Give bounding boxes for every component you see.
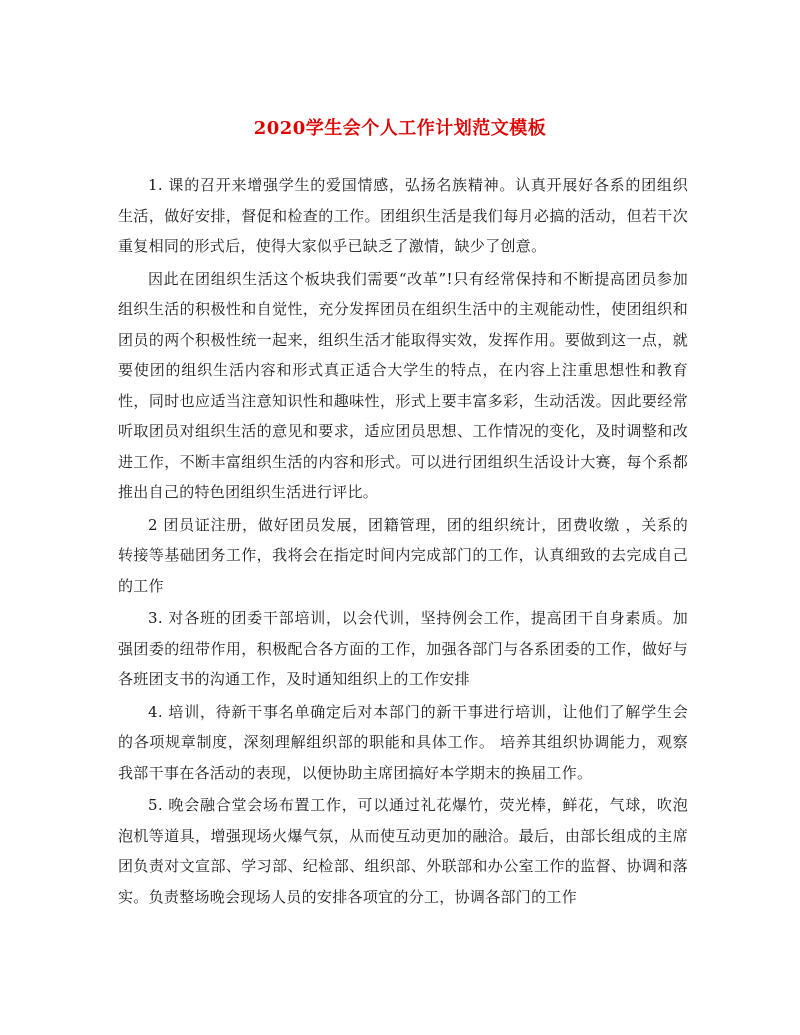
document-body bbox=[118, 170, 688, 914]
document-title: 2020学生会个人工作计划范文模板 bbox=[253, 118, 547, 139]
paragraph-3: 2 团员证注册，做好团员发展，团籍管理，团的组织统计，团费收缴 ，关系的转接等基础团务工作，我将会在指定时间内完成部门的工作，认真细致的去完成自己的工作 bbox=[118, 515, 688, 595]
paragraph-4: 3. 对各班的团委干部培训，以会代训，坚持例会工作，提高团干自身素质。加强团委的纽带作用，积极配合各方面的工作，加强各部门与各系团委的工作，做好与各班团支书的沟通工作，及时通知组织上的工作安排 bbox=[118, 609, 688, 688]
paragraph-1: 1. 课的召开来增强学生的爱国情感，弘扬名族精神。认真开展好各系的团组织生活，做好安排，督促和检查的工作。团组织生活是我们每月必搞的活动，但若干次重复相同的形式后，使得大家似乎已缺乏了激情，缺少了创意。 bbox=[118, 176, 688, 255]
paragraph-5: 4. 培训，待新干事名单确定后对本部门的新干事进行培训，让他们了解学生会的各项规章制度，深刻理解组织部的职能和具体工作。 培养其组织协调能力，观察我部干事在各活动的表现，以便协助主席团搞好本学期末的换届工作。 bbox=[118, 702, 688, 782]
paragraph-6: 5. 晚会融合堂会场布置工作，可以通过礼花爆竹，荧光棒，鲜花，气球，吹泡泡机等道具，增强现场火爆气氛，从而使互动更加的融洽。最后，由部长组成的主席团负责对文宣部、学习部、纪检部、组织部、外联部和办公室工作的监督、协调和落实。负责整场晚会现场人员的安排各项宜的分工，协调各部门的工作 bbox=[118, 796, 688, 906]
paragraph-2: 因此在团组织生活这个板块我们需要“改革”!只有经常保持和不断提高团员参加组织生活的积极性和自觉性，充分发挥团员在组织生活中的主观能动性，使团组织和团员的两个积极性统一起来，组织生活才能取得实效，发挥作用。要做到这一点，就要使团的组织生活内容和形式真正适合大学生的特点，在内容上注重思想性和教育性，同时也应适当注意知识性和趣味性，形式上要丰富多彩，生动活泼。因此要经常听取团员对组织生活的意见和要求，适应团员思想、工作情况的变化，及时调整和改进工作，不断丰富组织生活的内容和形式。可以进行团组织生活设计大赛，每个系都推出自己的特色团组织生活进行评比。 bbox=[118, 269, 688, 501]
